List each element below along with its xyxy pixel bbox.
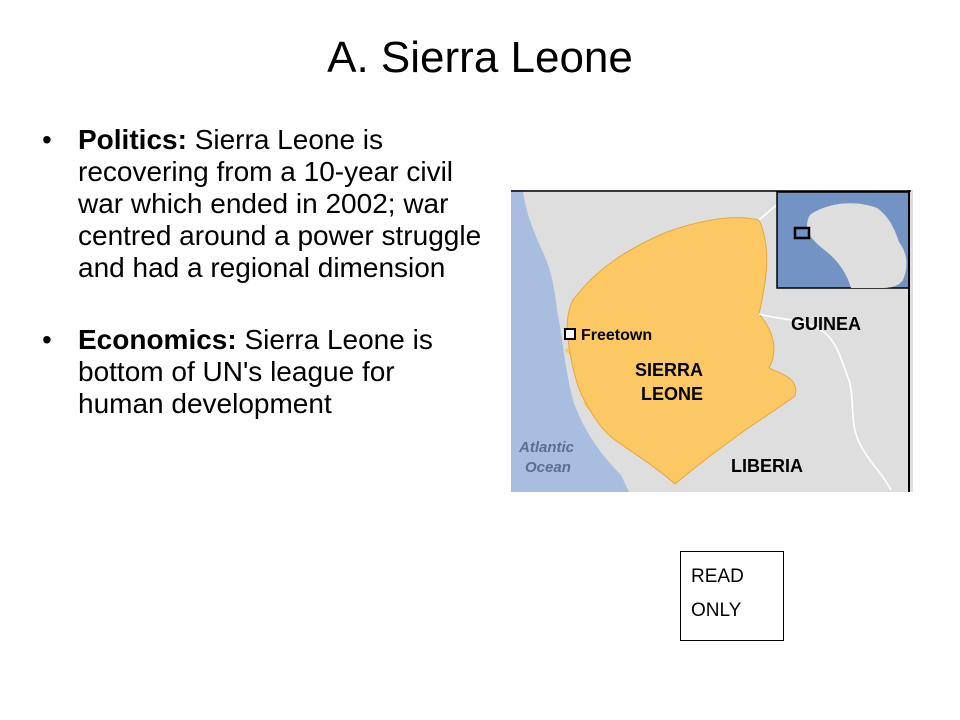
bullet-economics <box>42 324 482 420</box>
label-ocean-line1: Atlantic <box>519 439 575 456</box>
read-only-stamp <box>680 551 784 641</box>
sierra-leone-map <box>511 190 913 492</box>
slide-title: A. Sierra Leone <box>327 33 633 82</box>
label-liberia: LIBERIA <box>731 456 803 476</box>
label-ocean-line2: Ocean <box>525 459 571 476</box>
bullet-text: Sierra Leone is recovering from a 10-year civil war which ended in 2002; war centred around a power struggle and had a regional dimension <box>78 124 482 283</box>
label-guinea: GUINEA <box>791 314 862 334</box>
bullet-glyph: • <box>42 124 52 155</box>
bullet-politics <box>42 124 482 284</box>
capital-marker-icon <box>565 329 575 339</box>
bullet-list <box>42 124 482 460</box>
stamp-line2: ONLY <box>691 600 742 621</box>
bullet-glyph: • <box>42 324 52 355</box>
label-capital: Freetown <box>581 327 653 344</box>
bullet-text: Sierra Leone is bottom of UN's league for human development <box>78 324 433 419</box>
stamp-line1: READ <box>691 566 744 587</box>
bullet-heading: Politics: <box>78 124 187 155</box>
label-country-line1: SIERRA <box>635 360 704 380</box>
bullet-heading: Economics: <box>78 324 237 355</box>
label-country-line2: LEONE <box>641 384 704 404</box>
